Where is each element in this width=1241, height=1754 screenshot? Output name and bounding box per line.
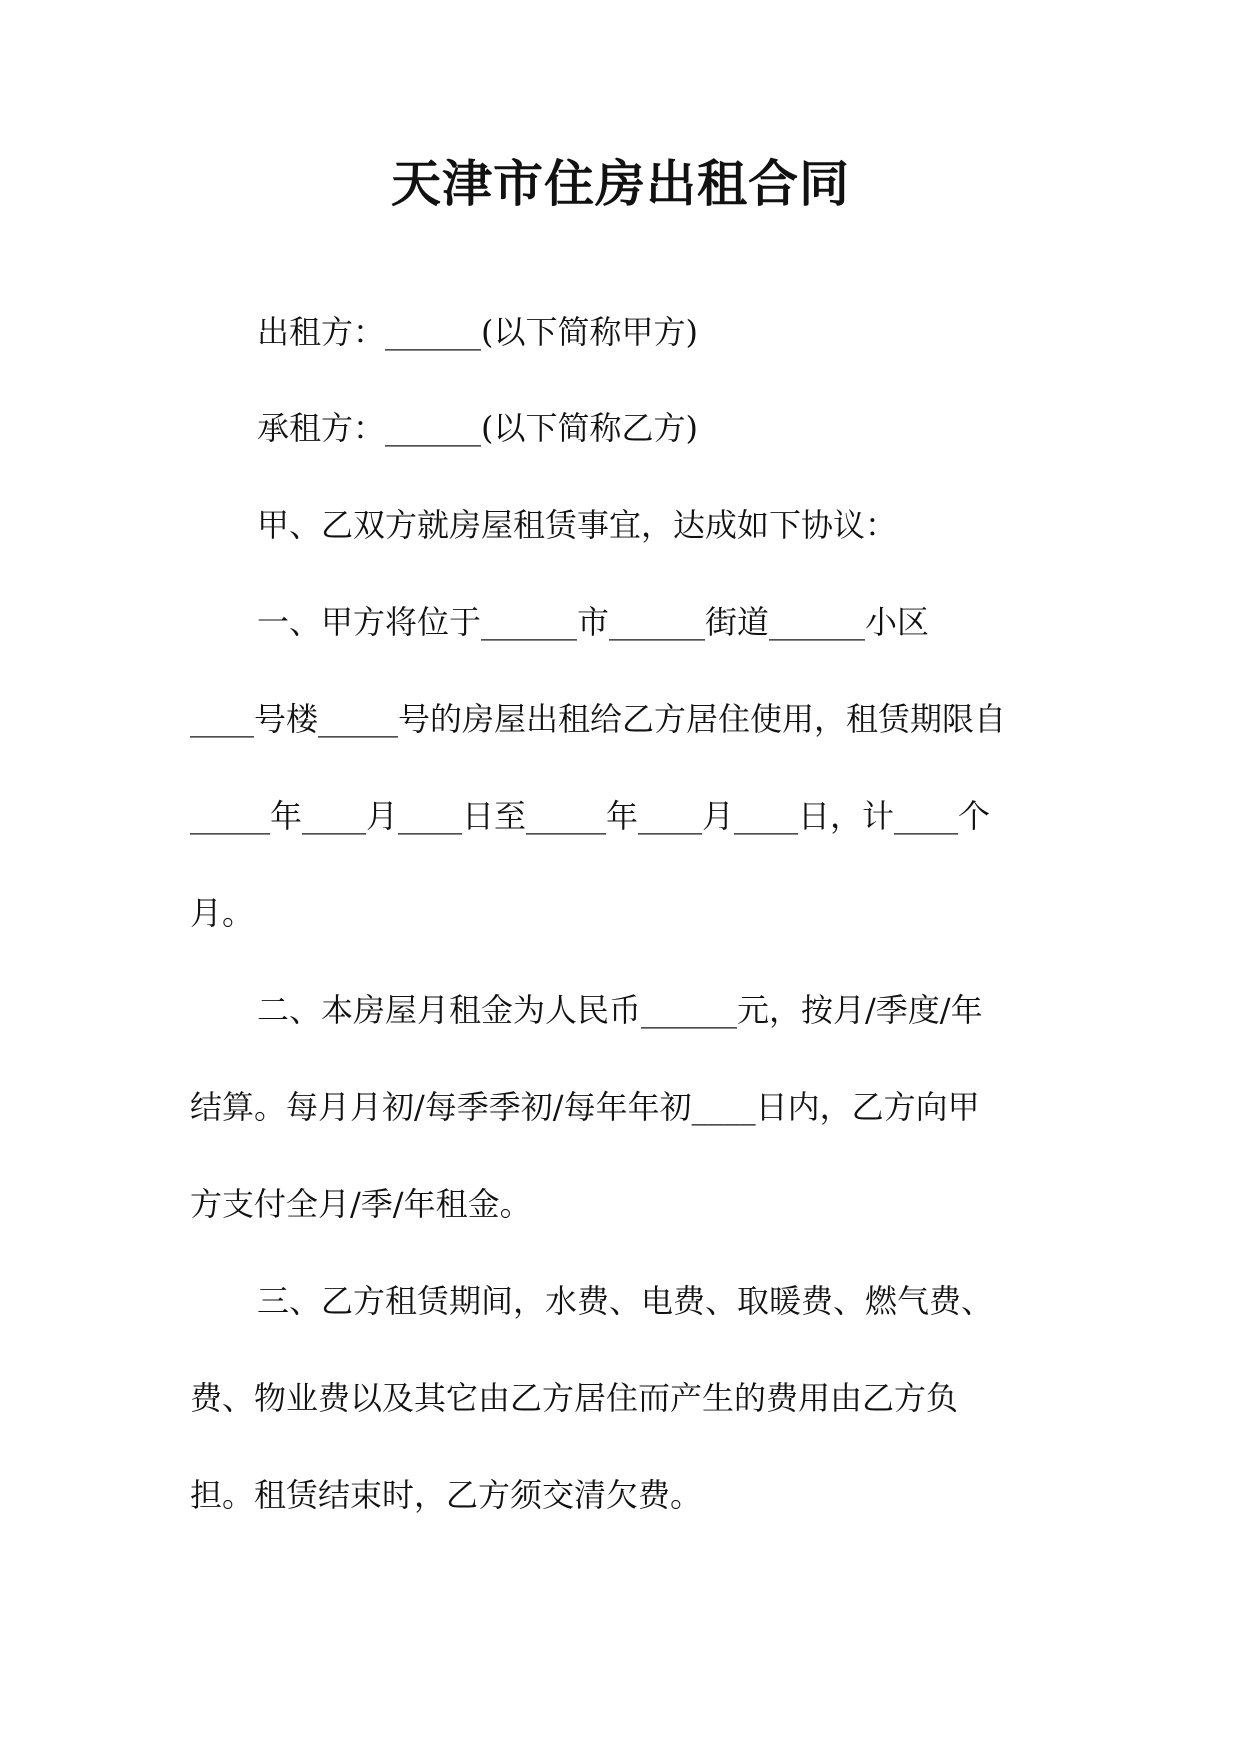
document-title: 天津市住房出租合同 [391,154,850,213]
clause-3-line-2: 费、物业费以及其它由乙方居住而产生的费用由乙方负 [190,1379,959,1417]
lessor-line: 出租方：______(以下简称甲方) [257,313,698,351]
clause-2-line-3: 方支付全月/季/年租金。 [190,1185,532,1223]
clause-2-line-2: 结算。每月月初/每季季初/每年年初____日内，乙方向甲 [190,1088,980,1126]
clause-1-line-3: _____年____月____日至_____年____月____日，计____个 [190,797,991,835]
clause-1-line-1: 一、甲方将位于______市______街道______小区 [257,603,930,641]
clause-1-line-4: 月。 [190,894,255,932]
clause-2-line-1: 二、本房屋月租金为人民币______元，按月/季度/年 [257,991,983,1029]
lessee-line: 承租方：______(以下简称乙方) [257,409,698,447]
clause-3-line-3: 担。租赁结束时，乙方须交清欠费。 [190,1476,703,1514]
clause-1-line-2: ____号楼_____号的房屋出租给乙方居住使用，租赁期限自 [190,700,1007,738]
clause-3-line-1: 三、乙方租赁期间，水费、电费、取暖费、燃气费、 [257,1282,994,1320]
agreement-intro-line: 甲、乙双方就房屋租赁事宜，达成如下协议： [257,506,898,544]
